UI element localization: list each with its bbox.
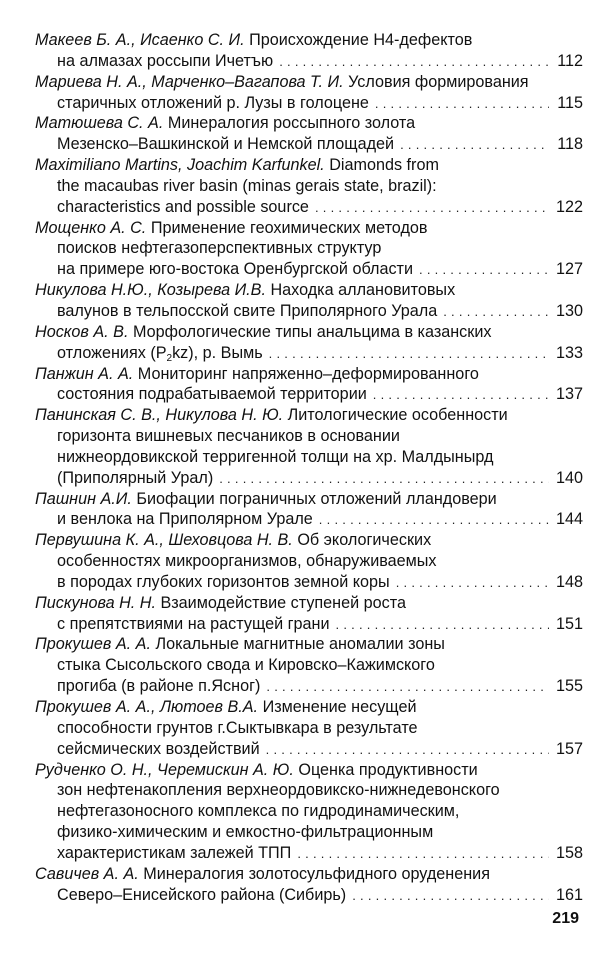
entry-text (35, 322, 492, 343)
entry-text (57, 822, 433, 843)
entry-authors: Савичев А. А. (35, 864, 139, 883)
entry-title: Биофации пограничных отложений лландовери (136, 489, 497, 508)
entry-text (57, 343, 263, 364)
toc-entry-line (35, 405, 583, 426)
dot-leader (279, 52, 549, 72)
entry-title: Минералогия россыпного золота (167, 114, 416, 133)
entry-text (35, 30, 472, 51)
entry-title: Минералогия золотосульфидного оруденения (143, 864, 490, 883)
dot-leader (219, 469, 549, 489)
dot-leader (266, 740, 549, 760)
entry-page-number: 127 (555, 260, 583, 279)
entry-page-number: 122 (555, 197, 583, 216)
dot-leader (443, 302, 549, 322)
toc-entry-line (35, 655, 583, 676)
toc-entry (35, 322, 583, 364)
dot-leader (396, 573, 549, 593)
toc-entry-line (35, 113, 583, 134)
toc-entry (35, 30, 583, 72)
entry-title: поисков нефтегазоперспективных структур (57, 239, 382, 258)
dot-leader (319, 510, 549, 530)
entry-page-number: 115 (557, 93, 583, 112)
dot-leader (336, 615, 549, 635)
entry-page-number: 130 (555, 301, 583, 320)
toc-entry-line (35, 301, 583, 322)
entry-title: особенностях микроорганизмов, обнаруживаемых (57, 552, 437, 571)
entry-text (57, 509, 313, 530)
entry-text (35, 697, 417, 718)
toc-entry-line (35, 885, 583, 906)
toc-entry (35, 72, 583, 114)
toc-entry-line (35, 551, 583, 572)
entry-text (57, 780, 500, 801)
entry-title: (Приполярный Урал) (57, 468, 214, 487)
entry-page-number: 112 (557, 51, 583, 70)
entry-page-number: 161 (555, 885, 583, 904)
toc-entry (35, 489, 583, 531)
entry-title: Применение геохимических методов (150, 218, 428, 237)
entry-title: валунов в тельпосской свите Приполярного Урала (57, 301, 438, 320)
entry-authors: Прокушев А. А., Лютоев В.А. (35, 698, 259, 716)
entry-text (57, 843, 291, 864)
entry-text (57, 93, 369, 114)
entry-title: способности грунтов г.Сыктывкара в результате (57, 718, 418, 737)
entry-title: характеристикам залежей ТПП (57, 843, 292, 862)
entry-text (57, 614, 330, 635)
toc-entry-line (35, 426, 583, 447)
entry-authors: Прокушев А. А. (35, 635, 151, 654)
toc-entry-line (35, 197, 583, 218)
toc-entry-line (35, 72, 583, 93)
entry-text (35, 864, 490, 885)
toc-entry-line (35, 739, 583, 760)
entry-authors: Пашнин А.И. (35, 489, 132, 508)
entry-text (57, 259, 413, 280)
toc-entry-line (35, 238, 583, 259)
dot-leader (297, 844, 549, 864)
toc-entry (35, 113, 583, 155)
toc-entry-line (35, 364, 583, 385)
toc-entry-line (35, 468, 583, 489)
entry-text (57, 551, 437, 572)
entry-text (35, 405, 508, 426)
toc-entry-line (35, 155, 583, 176)
entry-title: Находка аллановитовых (270, 281, 456, 300)
toc-entry-line (35, 343, 583, 364)
entry-text (35, 218, 428, 239)
toc-entry-line (35, 676, 583, 697)
entry-text (35, 760, 478, 781)
toc-entry (35, 405, 583, 488)
toc-entry (35, 634, 583, 697)
entry-page-number: 137 (555, 385, 583, 404)
entry-text (57, 739, 260, 760)
entry-title: the macaubas river basin (minas gerais state, brazil): (57, 176, 437, 195)
dot-leader (373, 385, 549, 405)
entry-text (57, 238, 381, 259)
toc-entry-line (35, 93, 583, 114)
entry-text (57, 447, 493, 468)
entry-authors: Макеев Б. А., Исаенко С. И. (35, 31, 245, 49)
entry-title: и венлока на Приполярном Урале (57, 510, 313, 529)
toc-entry-line (35, 218, 583, 239)
entry-title: нижнеордовикской терригенной толщи на хр. Малдынырд (57, 447, 494, 466)
entry-authors: Панжин А. А. (35, 364, 134, 383)
entry-title: сейсмических воздействий (57, 739, 260, 758)
dot-leader (266, 677, 549, 697)
entry-title: старичных отложений р. Лузы в голоцене (57, 93, 369, 112)
entry-text (57, 655, 435, 676)
entry-text (57, 468, 213, 489)
toc-entry-line (35, 801, 583, 822)
toc-entry (35, 593, 583, 635)
entry-text (35, 72, 529, 93)
toc-entry-line (35, 697, 583, 718)
entry-text (57, 134, 394, 155)
entry-text (57, 801, 459, 822)
entry-title: нефтегазоносного комплекса по гидродинамическим, (57, 802, 460, 821)
entry-text (35, 113, 415, 134)
toc-entry-line (35, 447, 583, 468)
entry-page-number: 155 (555, 677, 583, 696)
entry-page-number: 158 (555, 843, 583, 862)
toc-entry-line (35, 760, 583, 781)
toc-entry-line (35, 176, 583, 197)
table-of-contents (35, 30, 583, 905)
toc-entry-line (35, 572, 583, 593)
entry-authors: Панинская С. В., Никулова Н. Ю. (35, 406, 284, 425)
dot-leader (375, 94, 549, 114)
toc-entry-line (35, 530, 583, 551)
entry-text (35, 489, 497, 510)
entry-text (35, 593, 406, 614)
page-number: 219 (552, 910, 579, 927)
entry-title: в породах глубоких горизонтов земной коры (57, 572, 390, 591)
dot-leader (419, 260, 549, 280)
entry-text (35, 155, 439, 176)
entry-title: characteristics and possible source (57, 197, 309, 216)
entry-authors: Носков А. В. (35, 322, 129, 341)
entry-title: отложениях $(P_2kz)$, р. Вымь (57, 343, 263, 364)
entry-authors: Пискунова Н. Н. (35, 593, 156, 612)
entry-title: Локальные магнитные аномалии зоны (155, 635, 445, 654)
entry-title: Морфологические типы анальцима в казанских (132, 322, 492, 341)
entry-text (35, 364, 479, 385)
entry-title: Изменение несущей (262, 698, 417, 716)
entry-page-number: 133 (555, 343, 583, 362)
entry-title: Взаимодействие ступеней роста (160, 593, 407, 612)
toc-entry-line (35, 843, 583, 864)
entry-text (57, 885, 346, 906)
entry-authors: Maximiliano Martins, Joachim Karfunkel. (35, 156, 325, 175)
entry-text (57, 384, 367, 405)
entry-authors: Матюшева С. А. (35, 114, 164, 133)
toc-entry-line (35, 822, 583, 843)
entry-authors: Мариева Н. А., Марченко–Вагапова Т. И. (35, 72, 344, 91)
toc-entry-line (35, 134, 583, 155)
dot-leader (400, 135, 549, 155)
entry-page-number: 148 (555, 572, 583, 591)
entry-title: горизонта вишневых песчаников в основании (57, 427, 400, 446)
entry-title: зон нефтенакопления верхнеордовикско-нижнедевонского (57, 781, 500, 800)
entry-text (57, 176, 437, 197)
entry-title: Мезенско–Вашкинской и Немской площадей (57, 135, 395, 154)
toc-entry-line (35, 280, 583, 301)
entry-title: Северо–Енисейского района (Сибирь) (57, 885, 347, 904)
toc-entry-line (35, 30, 583, 51)
toc-entry (35, 364, 583, 406)
entry-title: состояния подрабатываемой территории (57, 385, 367, 404)
toc-entry-line (35, 634, 583, 655)
entry-authors: Первушина К. А., Шеховцова Н. В. (35, 531, 293, 550)
entry-text (57, 426, 400, 447)
entry-text (57, 301, 437, 322)
entry-text (57, 572, 390, 593)
toc-entry (35, 864, 583, 906)
entry-title: на алмазах россыпи Ичетъю (57, 51, 274, 70)
entry-title: стыка Сысольского свода и Кировско–Кажимского (57, 656, 435, 675)
toc-entry (35, 697, 583, 760)
toc-entry-line (35, 780, 583, 801)
entry-title: прогиба (в районе п.Ясног) (57, 677, 261, 696)
dot-leader (315, 198, 549, 218)
toc-entry-line (35, 614, 583, 635)
entry-title: Об экологических (297, 531, 432, 550)
toc-entry-line (35, 322, 583, 343)
entry-title: Происхождение Н4-дефектов (249, 31, 473, 49)
toc-entry (35, 155, 583, 218)
toc-entry-line (35, 593, 583, 614)
entry-text (57, 676, 260, 697)
dot-leader (269, 344, 549, 364)
toc-entry (35, 530, 583, 593)
toc-entry-line (35, 718, 583, 739)
entry-text (35, 280, 455, 301)
toc-entry-line (35, 51, 583, 72)
toc-entry-line (35, 864, 583, 885)
entry-page-number: 157 (555, 739, 583, 758)
dot-leader (352, 886, 549, 906)
toc-entry (35, 218, 583, 281)
entry-title: физико-химическим и емкостно-фильтрационным (57, 823, 434, 842)
toc-entry-line (35, 509, 583, 530)
entry-title: Оценка продуктивности (298, 760, 478, 779)
entry-authors: Рудченко О. Н., Черемискин А. Ю. (35, 760, 294, 779)
entry-title: Литологические особенности (287, 406, 508, 425)
entry-title: на примере юго-востока Оренбургской области (57, 260, 414, 279)
toc-entry (35, 760, 583, 864)
entry-text (35, 634, 445, 655)
entry-page-number: 140 (555, 468, 583, 487)
entry-page-number: 144 (555, 510, 583, 529)
entry-authors: Никулова Н.Ю., Козырева И.В. (35, 281, 266, 300)
entry-text (57, 51, 273, 72)
toc-entry-line (35, 384, 583, 405)
entry-title: с препятствиями на растущей грани (57, 614, 330, 633)
entry-text (35, 530, 431, 551)
entry-page-number: 151 (555, 614, 583, 633)
toc-entry (35, 280, 583, 322)
toc-entry-line (35, 489, 583, 510)
entry-text (57, 718, 418, 739)
entry-text (57, 197, 309, 218)
entry-page-number: 118 (557, 135, 583, 154)
entry-title: Условия формирования (348, 72, 529, 91)
entry-title: Diamonds from (329, 156, 439, 175)
toc-entry-line (35, 259, 583, 280)
entry-title: Мониторинг напряженно–деформированного (137, 364, 479, 383)
entry-authors: Мощенко А. С. (35, 218, 147, 237)
